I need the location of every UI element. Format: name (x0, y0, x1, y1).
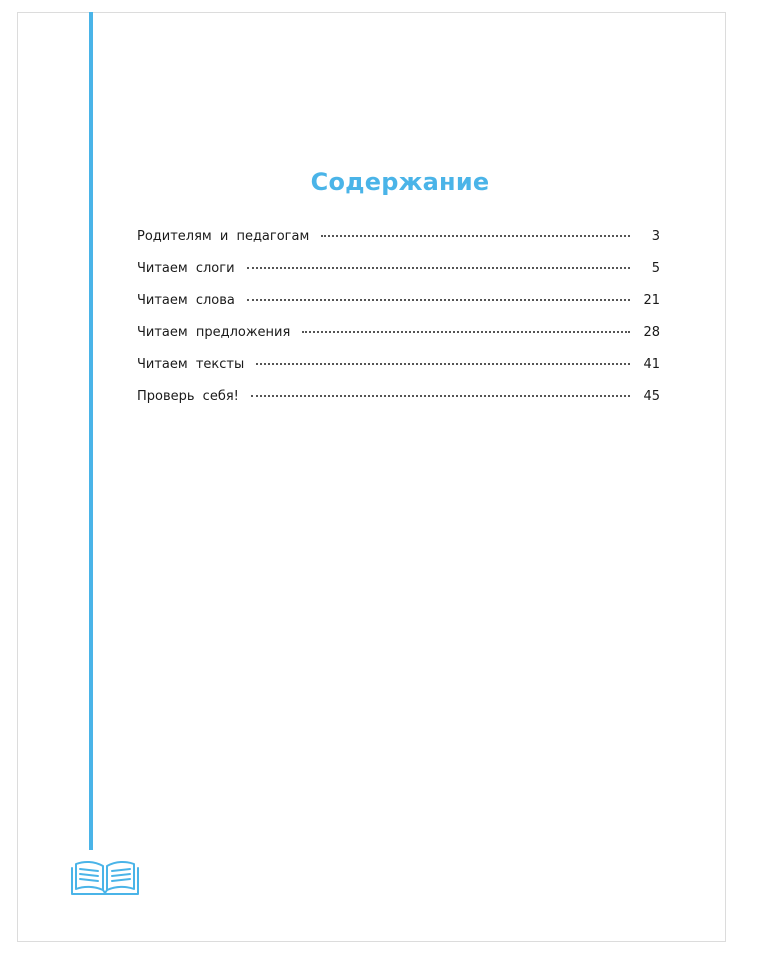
toc-page-number: 45 (643, 389, 660, 404)
dot-leader (256, 363, 630, 365)
toc-entry[interactable] (137, 293, 660, 325)
dot-leader (302, 331, 630, 333)
dot-leader (321, 235, 630, 237)
document-page (17, 12, 726, 942)
dot-leader (247, 267, 630, 269)
toc-page-number: 21 (643, 293, 660, 308)
dot-leader (251, 395, 630, 397)
toc-entry-label: Читаем предложения (137, 325, 291, 340)
toc-page-number: 28 (643, 325, 660, 340)
toc-entry-label: Родителям и педагогам (137, 229, 310, 244)
toc-page-number: 5 (651, 261, 660, 276)
toc-entry[interactable] (137, 229, 660, 261)
toc-entry[interactable] (137, 357, 660, 389)
toc-entry-label: Читаем слова (137, 293, 235, 308)
table-of-contents (137, 229, 660, 421)
page-title: Содержание (310, 168, 490, 196)
toc-page-number: 3 (651, 229, 660, 244)
side-accent-line (89, 12, 93, 850)
toc-entry-label: Читаем тексты (137, 357, 245, 372)
toc-entry-label: Проверь себя! (137, 389, 239, 404)
toc-entry[interactable] (137, 261, 660, 293)
toc-entry-label: Читаем слоги (137, 261, 235, 276)
open-book-icon (70, 858, 140, 898)
toc-page-number: 41 (643, 357, 660, 372)
toc-entry[interactable] (137, 325, 660, 357)
toc-entry[interactable] (137, 389, 660, 421)
dot-leader (247, 299, 630, 301)
